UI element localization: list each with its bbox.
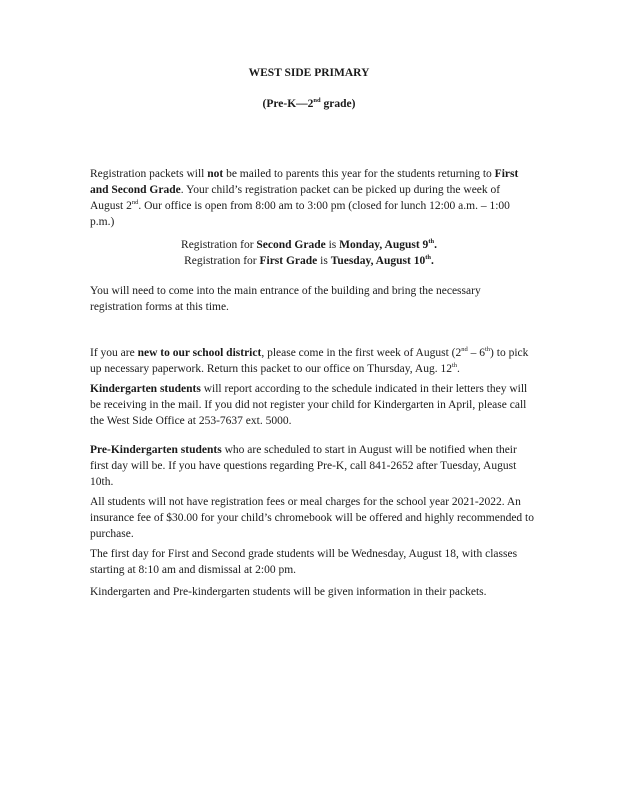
reg2-text-c: is xyxy=(317,255,331,267)
p1-text-c: be mailed to parents this year for the students returning to xyxy=(223,168,495,180)
p3-text-e: ) to pick up necessary paperwork. Return this packet to our office on Thursday, Aug. 12 xyxy=(90,347,529,375)
subtitle-num: 2 xyxy=(307,98,314,110)
p5-bold: Pre-Kindergarten students xyxy=(90,444,222,456)
paragraph-new-to-district xyxy=(90,345,535,377)
paragraph-main-entrance: You will need to come into the main entrance of the building and bring the necessary registration forms at this time. xyxy=(90,285,481,313)
p4-text: will report according to the schedule indicated in their letters they will be receiving in the mail. If you did not register your child for Kindergarten in April, please call the West Side Office at 253-7637 ext. 5000. xyxy=(90,383,528,427)
paragraph-kindergarten xyxy=(90,381,535,429)
p3-text-a: If you are xyxy=(90,347,138,359)
reg2-bold-date: Tuesday, August 10 xyxy=(330,255,426,267)
registration-second-grade xyxy=(0,237,618,253)
p3-text-d: – 6 xyxy=(467,347,485,359)
subtitle-post: grade) xyxy=(320,98,356,110)
reg1-bold-date: Monday, August 9 xyxy=(339,239,429,251)
reg1-text-a: Registration for xyxy=(181,239,257,251)
p1-bold-not: not xyxy=(207,168,224,180)
page-subtitle xyxy=(0,98,618,110)
reg1-sup: th xyxy=(428,238,435,246)
p4-bold: Kindergarten students xyxy=(90,383,201,395)
reg2-text-a: Registration for xyxy=(184,255,260,267)
p3-sup1: nd xyxy=(461,346,468,354)
p1-sup: nd xyxy=(131,199,139,207)
p1-text-a: Registration packets will xyxy=(90,168,208,180)
page-title: WEST SIDE PRIMARY xyxy=(248,67,370,79)
p1-text-e: . Our office is open from 8:00 am to 3:00 pm (closed for lunch 12:00 a.m. – 1:00 p.m.) xyxy=(90,200,510,228)
reg2-sup: th xyxy=(425,254,431,262)
subtitle-dash: — xyxy=(296,98,308,110)
reg1-bold-grade: Second Grade xyxy=(256,239,326,251)
paragraph-packets: Kindergarten and Pre-kindergarten students will be given information in their packets. xyxy=(90,586,487,598)
subtitle-sup: nd xyxy=(313,97,321,105)
p1-text-d: . Your child’s registration packet can be picked up during the week of August 2 xyxy=(90,184,501,212)
reg1-period: . xyxy=(434,239,437,251)
paragraph-registration-packets xyxy=(90,166,535,230)
registration-first-grade xyxy=(0,253,618,269)
p1-bold-grades: First and Second Grade xyxy=(90,168,519,196)
p3-bold: new to our school district xyxy=(137,347,262,359)
reg2-period: . xyxy=(431,255,434,267)
p3-sup2: th xyxy=(484,346,491,354)
reg2-bold-grade: First Grade xyxy=(259,255,318,267)
paragraph-pre-kindergarten xyxy=(90,442,535,490)
paragraph-fees: All students will not have registration fees or meal charges for the school year 2021-2022. An insurance fee of $30.00 for your child’s chromebook will be offered and highly recommended to purchase. xyxy=(90,496,535,540)
p3-sup3: th xyxy=(451,362,458,370)
reg1-text-c: is xyxy=(325,239,340,251)
p3-text-f: . xyxy=(457,363,460,375)
p5-text: who are scheduled to start in August will be notified when their first day will be. If you have questions regarding Pre-K, call 841-2652 after Tuesday, August 10th. xyxy=(90,444,517,488)
subtitle-pre: (Pre-K xyxy=(262,98,297,110)
paragraph-first-day: The first day for First and Second grade students will be Wednesday, August 18, with classes starting at 8:10 am and dismissal at 2:00 pm. xyxy=(90,548,518,576)
p3-text-c: , please come in the first week of August (2 xyxy=(261,347,462,359)
